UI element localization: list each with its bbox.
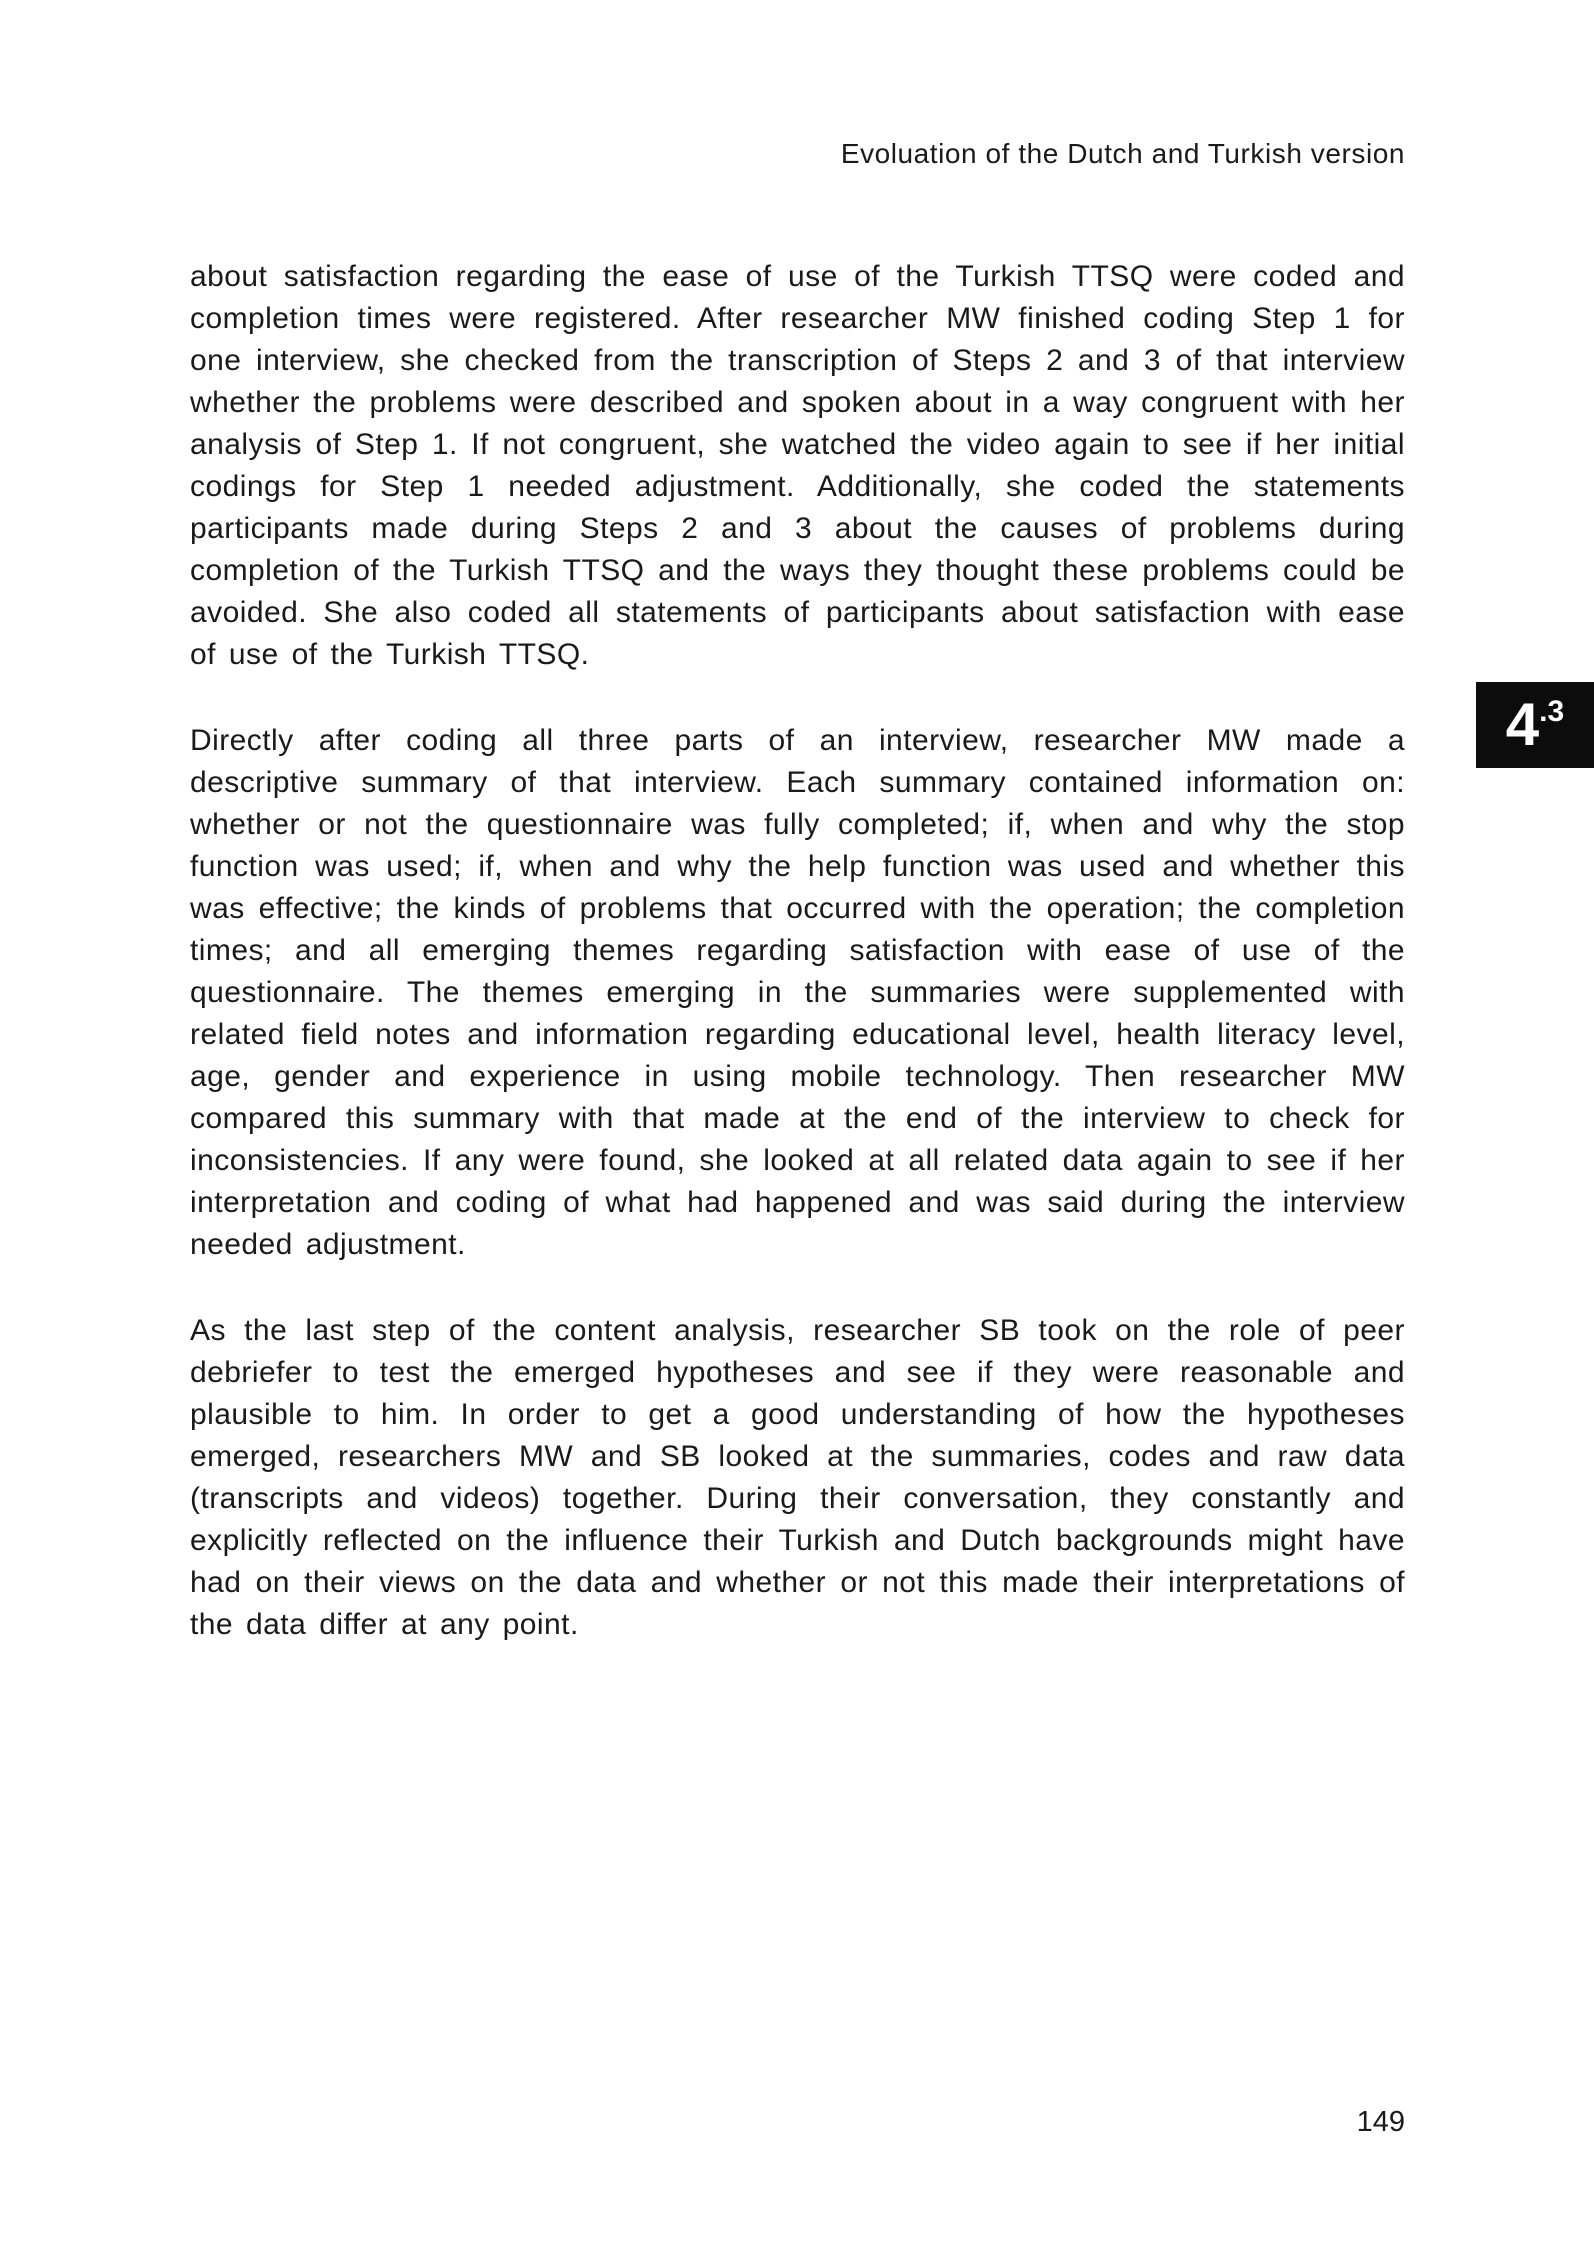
chapter-number: 4 — [1505, 691, 1540, 758]
page-number: 149 — [1356, 2106, 1405, 2138]
paragraph-2: Directly after coding all three parts of an interview, researcher MW made a descriptive summary of that interview. Each summary contained information on: whether or not the questionnaire was fully completed; if, when and why the stop function was used; if, when and why the help function was used and whether this was effective; the kinds of problems that occurred with the operation; the completion times; and all emerging themes regarding satisfaction with ease of use of the questionnaire. The themes emerging in the summaries were supplemented with related field notes and information regarding educational level, health literacy level, age, gender and experience in using mobile technology. Then researcher MW compared this summary with that made at the end of the interview to check for inconsistencies. If any were found, she looked at all related data again to see if her interpretation and coding of what had happened and was said during the interview needed adjustment. — [190, 724, 1405, 1261]
paragraph-1: about satisfaction regarding the ease of use of the Turkish TTSQ were coded and completion times were registered. After researcher MW finished coding Step 1 for one interview, she checked from the transcription of Steps 2 and 3 of that interview whether the problems were described and spoken about in a way congruent with her analysis of Step 1. If not congruent, she watched the video again to see if her initial codings for Step 1 needed adjustment. Additionally, she coded the statements participants made during Steps 2 and 3 about the causes of problems during completion of the Turkish TTSQ and the ways they thought these problems could be avoided. She also coded all statements of participants about satisfaction with ease of use of the Turkish TTSQ. — [190, 260, 1405, 671]
body-text — [190, 256, 1405, 1646]
chapter-section-tab — [1476, 682, 1594, 768]
running-head: Evoluation of the Dutch and Turkish version — [840, 138, 1405, 169]
paragraph-3: As the last step of the content analysis, researcher SB took on the role of peer debriefer to test the emerged hypotheses and see if they were reasonable and plausible to him. In order to get a good understanding of how the hypotheses emerged, researchers MW and SB looked at the summaries, codes and raw data (transcripts and videos) together. During their conversation, they constantly and explicitly reflected on the influence their Turkish and Dutch backgrounds might have had on their views on the data and whether or not this made their interpretations of the data differ at any point. — [190, 1314, 1405, 1641]
chapter-section-number: .3 — [1539, 695, 1565, 728]
